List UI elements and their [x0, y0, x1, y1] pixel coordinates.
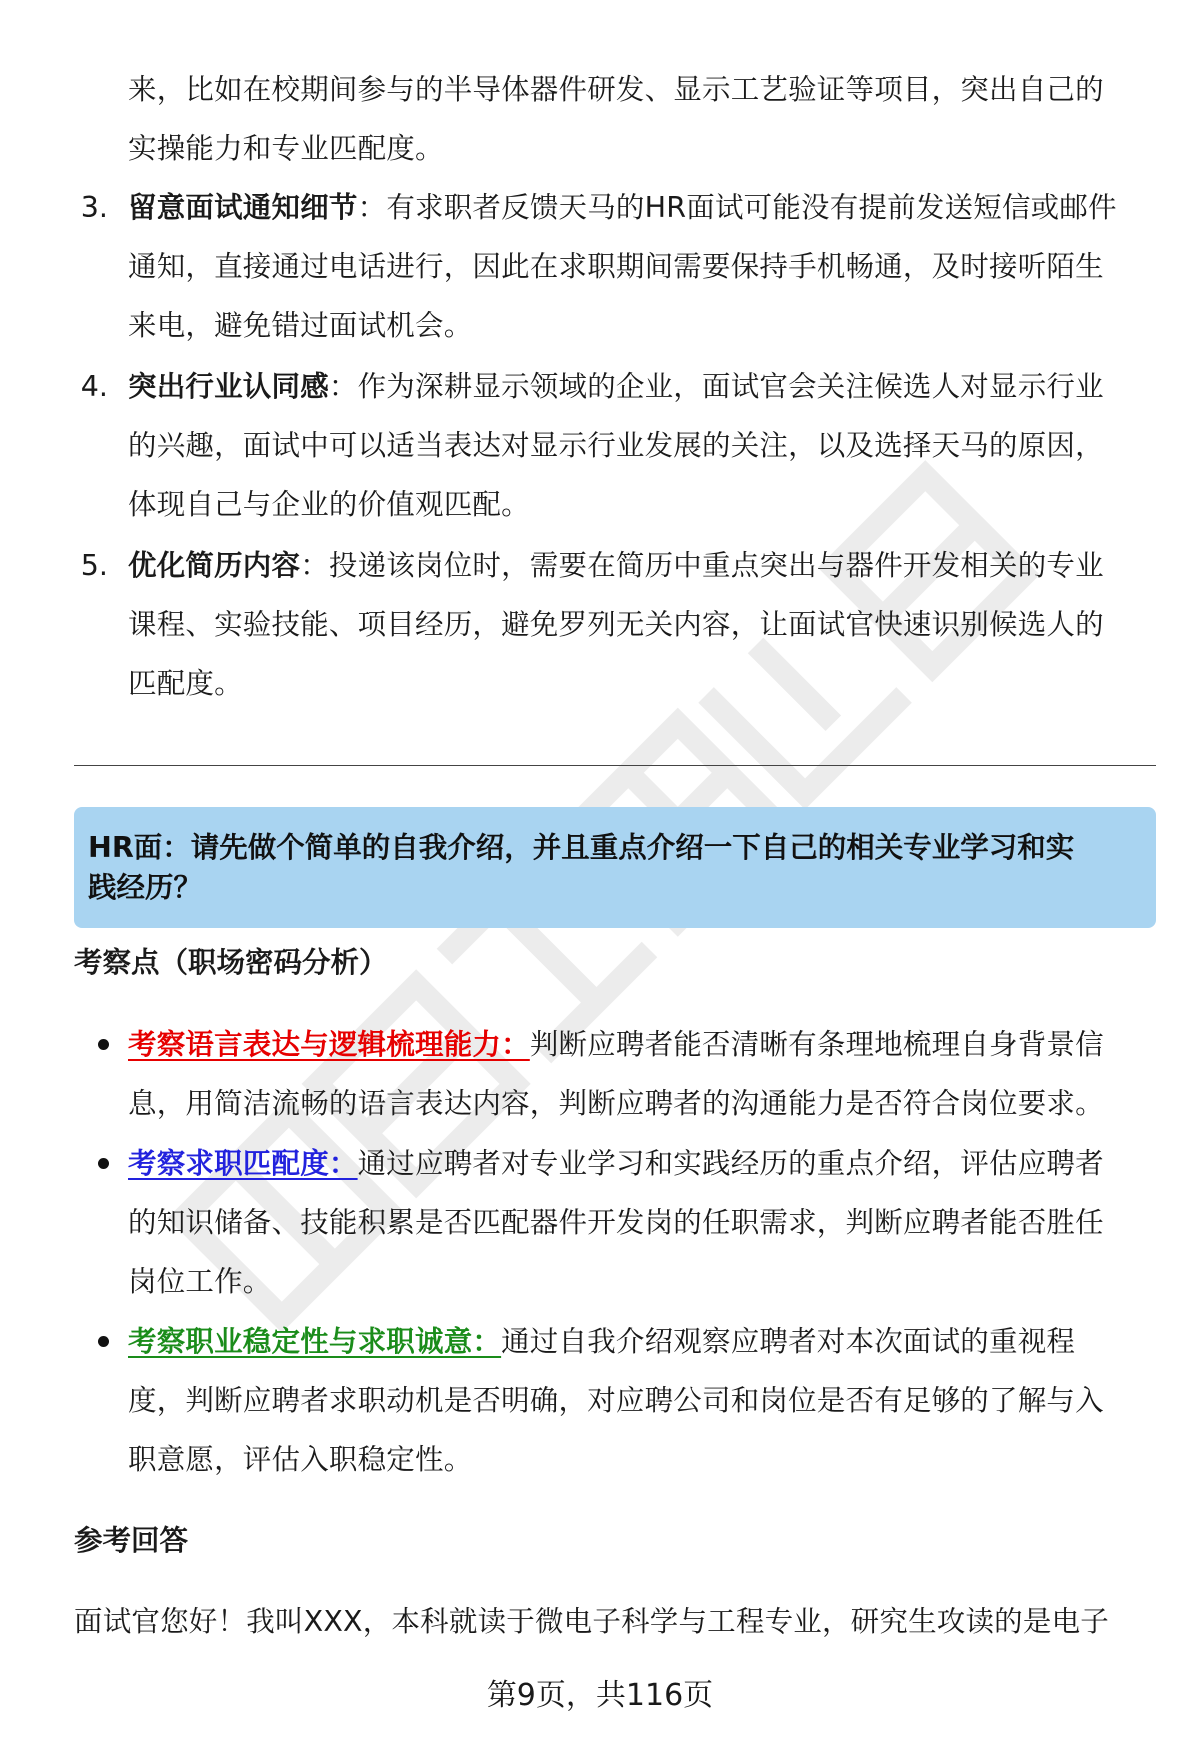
section-divider [74, 765, 1156, 766]
answer-text-line: 面试官您好！我叫XXX，本科就读于微电子科学与工程专业，研究生攻读的是电子 [74, 1605, 1109, 1638]
assessment-keyword: 考察职业稳定性与求职诚意： [128, 1325, 502, 1358]
question-line: HR面：请先做个简单的自我介绍，并且重点介绍一下自己的相关专业学习和实 [88, 831, 1075, 864]
intro-continuation-line: 来，比如在校期间参与的半导体器件研发、显示工艺验证等项目，突出自己的 [128, 73, 1104, 106]
assessment-keyword: 考察求职匹配度： [128, 1147, 358, 1180]
list-item [128, 178, 1117, 237]
tip-title: 突出行业认同感 [128, 370, 329, 403]
tip-separator: ： [357, 191, 387, 224]
list-number: 4. [80, 370, 108, 403]
bullet-icon [98, 1039, 109, 1050]
assessment-text-line: 岗位工作。 [128, 1265, 272, 1298]
assessment-keyword: 考察语言表达与逻辑梳理能力： [128, 1028, 530, 1061]
tip-text-line: 的兴趣，面试中可以适当表达对显示行业发展的关注，以及选择天马的原因， [128, 429, 1104, 462]
list-number: 3. [80, 191, 108, 224]
tip-separator: ： [328, 370, 358, 403]
tip-text-line: 匹配度。 [128, 667, 243, 700]
tip-text-line: 体现自己与企业的价值观匹配。 [128, 488, 530, 521]
tip-text-line: 来电，避免错过面试机会。 [128, 309, 473, 342]
assessment-text: 通过自我介绍观察应聘者对本次面试的重视程 [501, 1325, 1076, 1358]
assessment-text-line: 的知识储备、技能积累是否匹配器件开发岗的任职需求，判断应聘者能否胜任 [128, 1206, 1104, 1239]
tip-text: 作为深耕显示领域的企业，面试官会关注候选人对显示行业 [357, 370, 1104, 403]
list-item [128, 1312, 1075, 1371]
answer-heading: 参考回答 [74, 1524, 189, 1557]
assessment-text-line: 职意愿，评估入职稳定性。 [128, 1443, 473, 1476]
list-item [128, 1015, 1104, 1074]
tip-text: 有求职者反馈天马的HR面试可能没有提前发送短信或邮件 [386, 191, 1117, 224]
tip-text-line: 课程、实验技能、项目经历，避免罗列无关内容，让面试官快速识别候选人的 [128, 608, 1104, 641]
intro-continuation-line: 实操能力和专业匹配度。 [128, 132, 444, 165]
tip-title: 留意面试通知细节 [128, 191, 358, 224]
bullet-icon [98, 1336, 109, 1347]
tip-title: 优化简历内容 [128, 549, 301, 582]
bullet-icon [98, 1158, 109, 1169]
tip-text-line: 通知，直接通过电话进行，因此在求职期间需要保持手机畅通，及时接听陌生 [128, 250, 1104, 283]
page-number-footer: 第9页，共116页 [486, 1678, 714, 1713]
assessment-text: 通过应聘者对专业学习和实践经历的重点介绍，评估应聘者 [357, 1147, 1104, 1180]
list-number: 5. [80, 549, 108, 582]
tip-text: 投递该岗位时，需要在简历中重点突出与器件开发相关的专业 [328, 549, 1104, 582]
assessment-text-line: 度，判断应聘者求职动机是否明确，对应聘公司和岗位是否有足够的了解与入 [128, 1384, 1104, 1417]
list-item [128, 536, 1104, 595]
assessment-text: 判断应聘者能否清晰有条理地梳理自身背景信 [529, 1028, 1104, 1061]
question-line: 践经历？ [88, 871, 203, 904]
assessment-text-line: 息，用简洁流畅的语言表达内容，判断应聘者的沟通能力是否符合岗位要求。 [128, 1087, 1104, 1120]
tip-separator: ： [300, 549, 329, 582]
question-callout [74, 807, 1156, 928]
list-item [128, 357, 1104, 416]
assessment-heading: 考察点（职场密码分析） [74, 946, 388, 979]
list-item [128, 1134, 1104, 1193]
